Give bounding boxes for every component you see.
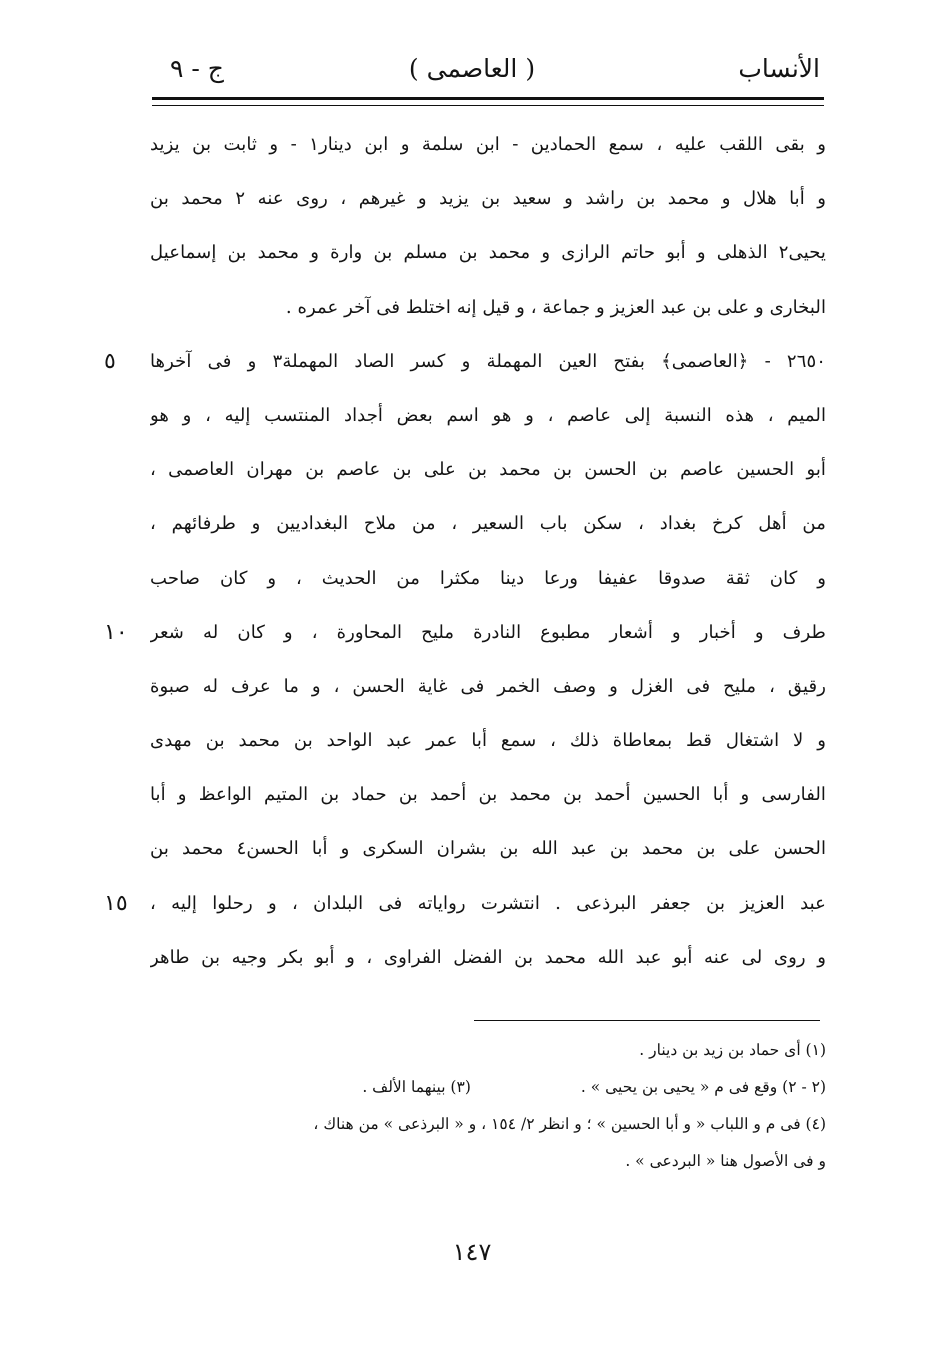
text-line: الميم ، هذه النسبة إلى عاصم ، و هو اسم بعض أجداد المنتسب إليه ، و هو xyxy=(150,404,826,426)
footnote-3: (٣) بينهما الألف . xyxy=(362,1078,471,1096)
text-line: و كان ثقة صدوقا عفيفا ورعا دينا مكثرا من الحديث ، و كان صاحب xyxy=(150,567,826,589)
footnote-2: (٢ - ٢) وقع فى م « يحيى بن يحيى » . xyxy=(580,1078,826,1096)
line-number-15: ١٥ xyxy=(104,891,128,916)
text-line: عبد العزيز بن جعفر البرذعى . انتشرت رواياته فى البلدان ، و رحلوا إليه ، xyxy=(150,892,826,914)
footnotes xyxy=(150,1032,826,1180)
footnote-4-continued: و فى الأصول هنا « البردعى » . xyxy=(625,1152,826,1170)
footnote-row-2-3 xyxy=(150,1069,826,1106)
text-line: و بقى اللقب عليه ، سمع الحمادين - ابن سلمة و ابن دينار١ - و ثابت بن يزيد xyxy=(150,134,826,155)
volume-label: ج - ٩ xyxy=(170,54,224,83)
text-line: يحيى٢ الذهلى و أبو حاتم الرازى و محمد بن مسلم بن وارة و محمد بن إسماعيل xyxy=(150,242,826,264)
text-line: و أبا هلال و محمد بن راشد و سعيد بن يزيد و غيرهم ، روى عنه ٢ محمد بن xyxy=(150,188,826,210)
footnote-separator xyxy=(474,1020,820,1021)
page-number: ١٤٧ xyxy=(452,1238,492,1266)
header-rule-thin xyxy=(152,105,824,106)
header-rule xyxy=(152,97,824,100)
text-line: رقيق ، مليح فى الغزل و وصف الخمر فى غاية الحسن ، و ما عرف له صبوة xyxy=(150,675,826,697)
text-line: ٢٦٥٠ - ﴿العاصمى﴾ بفتح العين المهملة و كسر الصاد المهملة٣ و فى آخرها xyxy=(150,350,826,372)
book-title: الأنساب xyxy=(738,54,820,83)
text-line: من أهل كرخ بغداد ، سكن باب السعير ، من ملاح البغداديين و طرفائهم ، xyxy=(150,513,826,535)
text-line: و لا اشتغال قط بمعاطاة ذلك ، سمع أبا عمر عبد الواحد بن محمد بن مهدى xyxy=(150,730,826,752)
footnote-1: (١) أى حماد بن زيد بن دينار . xyxy=(639,1041,826,1059)
footnote-4: (٤) فى م و اللباب « و أبا الحسين » ؛ و انظر ٢/ ١٥٤ ، و « البرذعى » من هناك ، xyxy=(313,1115,826,1133)
line-number-10: ١٠ xyxy=(104,620,128,645)
text-line: الفارسى و أبا الحسين أحمد بن محمد بن أحمد بن حماد بن المتيم الواعظ و أبا xyxy=(150,784,826,806)
entry-heading: ( العاصمى ) xyxy=(408,54,536,83)
text-line: البخارى و على بن عبد العزيز و جماعة ، و قيل إنه اختلط فى آخر عمره . xyxy=(285,296,826,318)
text-line: أبو الحسين عاصم بن الحسن بن محمد بن على بن عاصم بن مهران العاصمى ، xyxy=(150,459,826,481)
text-line: و روى لى عنه أبو عبد الله محمد بن الفضل الفراوى ، و أبو بكر وجيه بن طاهر xyxy=(150,946,826,968)
text-line: الحسن على بن محمد بن عبد الله بن بشران السكرى و أبا الحسن٤ محمد بن xyxy=(150,838,826,860)
main-text xyxy=(150,118,826,985)
line-number-5: ٥ xyxy=(104,349,116,374)
text-line: طرف و أخبار و أشعار مطبوع النادرة مليح المحاورة ، و كان له شعر xyxy=(150,621,826,643)
